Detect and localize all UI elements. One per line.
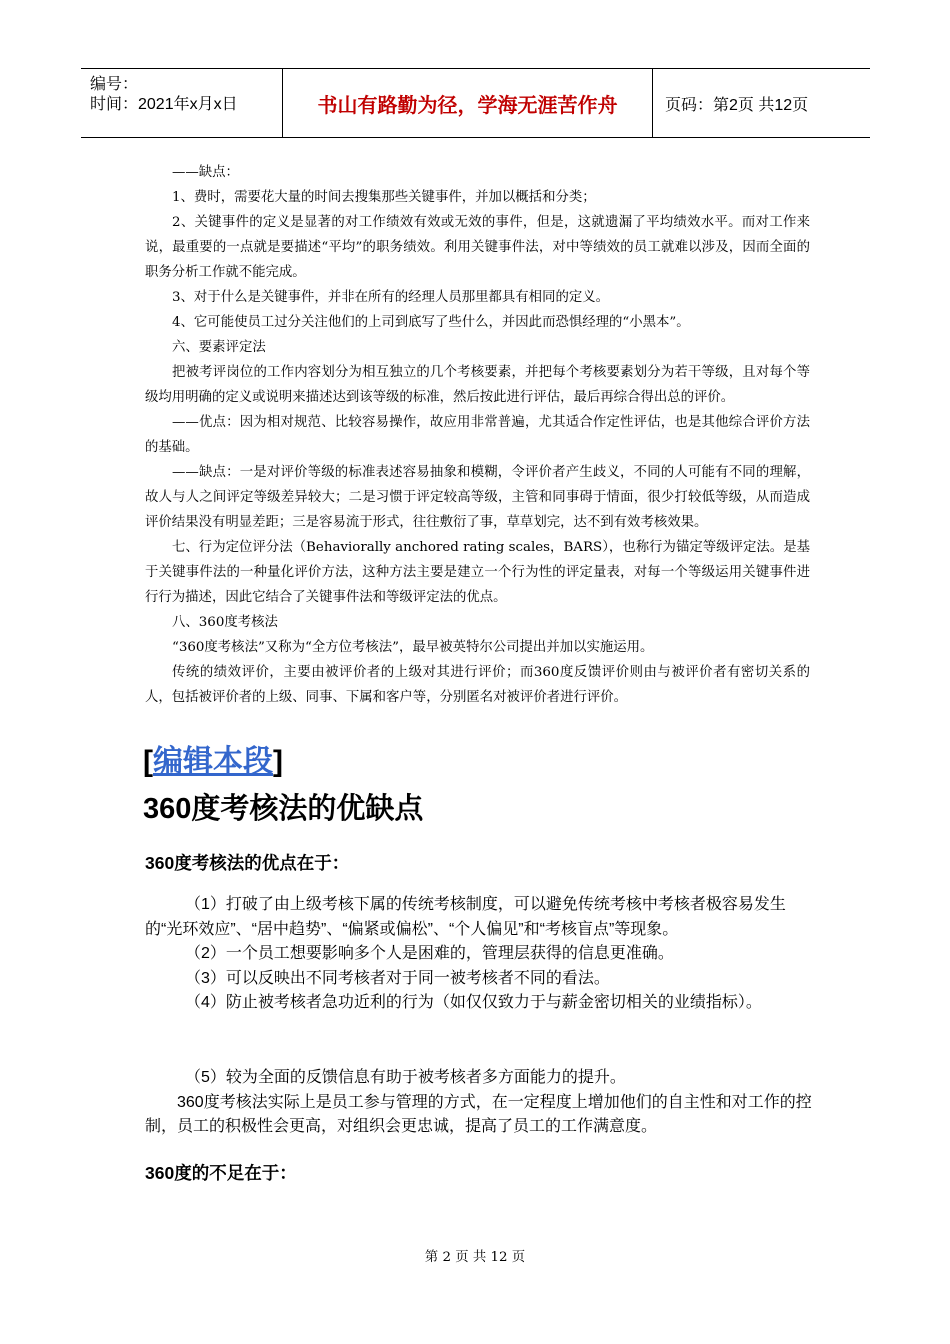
paragraph: 4、它可能使员工过分关注他们的上司到底写了些什么，并因此而恐惧经理的“小黑本”。 — [172, 315, 690, 330]
advantages-list — [145, 893, 815, 1016]
doc-code-label: 编号： — [90, 76, 139, 93]
paragraph: 2、关键事件的定义是显著的对工作绩效有效或无效的事件，但是，这就遗漏了平均绩效水平。而对工作来说，最重要的一点就是要描述“平均”的职务绩效。利用关键事件法，对中等绩效的员工就难以涉及，因而全面的职务分析工作就不能完成。 — [145, 215, 810, 280]
list-item: （5）较为全面的反馈信息有助于被考核者多方面能力的提升。 — [185, 1069, 626, 1086]
paragraph: 六、要素评定法 — [172, 340, 266, 355]
list-item: （1）打破了由上级考核下属的传统考核制度，可以避免传统考核中考核者极容易发生的“光环效应”、“居中趋势”、“偏紧或偏松”、“个人偏见”和“考核盲点”等现象。 — [145, 896, 786, 938]
disadvantages-title: 360度的不足在于： — [145, 1163, 297, 1183]
edit-bracket-open: [ — [143, 745, 153, 778]
paragraph: 八、360度考核法 — [172, 615, 278, 630]
list-item: （4）防止被考核者急功近利的行为（如仅仅致力于与薪金密切相关的业绩指标）。 — [185, 994, 762, 1011]
header-motto: 书山有路勤为径，学海无涯苦作舟 — [283, 69, 653, 137]
paragraph: 1、费时，需要花大量的时间去搜集那些关键事件，并加以概括和分类； — [172, 190, 596, 205]
page-header — [81, 68, 870, 138]
paragraph: 七、行为定位评分法（Behaviorally anchored rating scales，BARS），也称行为锚定等级评定法。是基于关键事件法的一种量化评价方法，这种方法主要是建立一个行为性的评定量表，对每一个等级运用关键事件进行行为描述，因此它结合了关键事件法和等级评定法的优点。 — [145, 540, 810, 605]
advantages-list-continued — [145, 1066, 815, 1140]
paragraph: 传统的绩效评价，主要由被评价者的上级对其进行评价；而360度反馈评价则由与被评价者有密切关系的人，包括被评价者的上级、同事、下属和客户等，分别匿名对被评价者进行评价。 — [145, 665, 810, 705]
paragraph: ——优点：因为相对规范、比较容易操作，故应用非常普遍，尤其适合作定性评估，也是其他综合评价方法的基础。 — [145, 415, 810, 455]
paragraph: 360度考核法实际上是员工参与管理的方式，在一定程度上增加他们的自主性和对工作的控制，员工的积极性会更高，对组织会更忠诚，提高了员工的工作满意度。 — [145, 1093, 812, 1135]
list-item: （3）可以反映出不同考核者对于同一被考核者不同的看法。 — [185, 969, 610, 987]
paragraph: “360度考核法”又称为“全方位考核法”，最早被英特尔公司提出并加以实施运用。 — [172, 640, 654, 655]
doc-time-label: 时间：2021年x月x日 — [90, 96, 238, 113]
edit-section-link[interactable]: 编辑本段 — [153, 745, 273, 778]
header-page-info: 页码：第2页 共12页 — [665, 96, 809, 114]
paragraph: 把被考评岗位的工作内容划分为相互独立的几个考核要素，并把每个考核要素划分为若干等级，且对每个等级均用明确的定义或说明来描述达到该等级的标准，然后按此进行评估，最后再综合得出总的评价。 — [145, 365, 810, 405]
small-text-section — [145, 160, 810, 710]
paragraph: ——缺点： — [172, 165, 239, 180]
paragraph: 3、对于什么是关键事件，并非在所有的经理人员那里都具有相同的定义。 — [172, 290, 610, 305]
section-heading: 360度考核法的优缺点 — [143, 793, 424, 825]
paragraph: ——缺点：一是对评价等级的标准表述容易抽象和模糊，令评价者产生歧义，不同的人可能有不同的理解，故人与人之间评定等级差异较大；二是习惯于评定较高等级，主管和同事碍于情面，很少打较低等级，从而造成评价结果没有明显差距；三是容易流于形式，往往敷衍了事，草草划完，达不到有效考核效果。 — [145, 465, 810, 530]
edit-bracket-close: ] — [273, 745, 283, 778]
list-item: （2）一个员工想要影响多个人是困难的，管理层获得的信息更准确。 — [185, 945, 674, 962]
edit-section-link-wrapper — [143, 736, 283, 780]
header-meta-cell — [81, 69, 283, 137]
advantages-title: 360度考核法的优点在于： — [145, 853, 350, 873]
page-footer: 第 2 页 共 12 页 — [424, 1250, 526, 1265]
